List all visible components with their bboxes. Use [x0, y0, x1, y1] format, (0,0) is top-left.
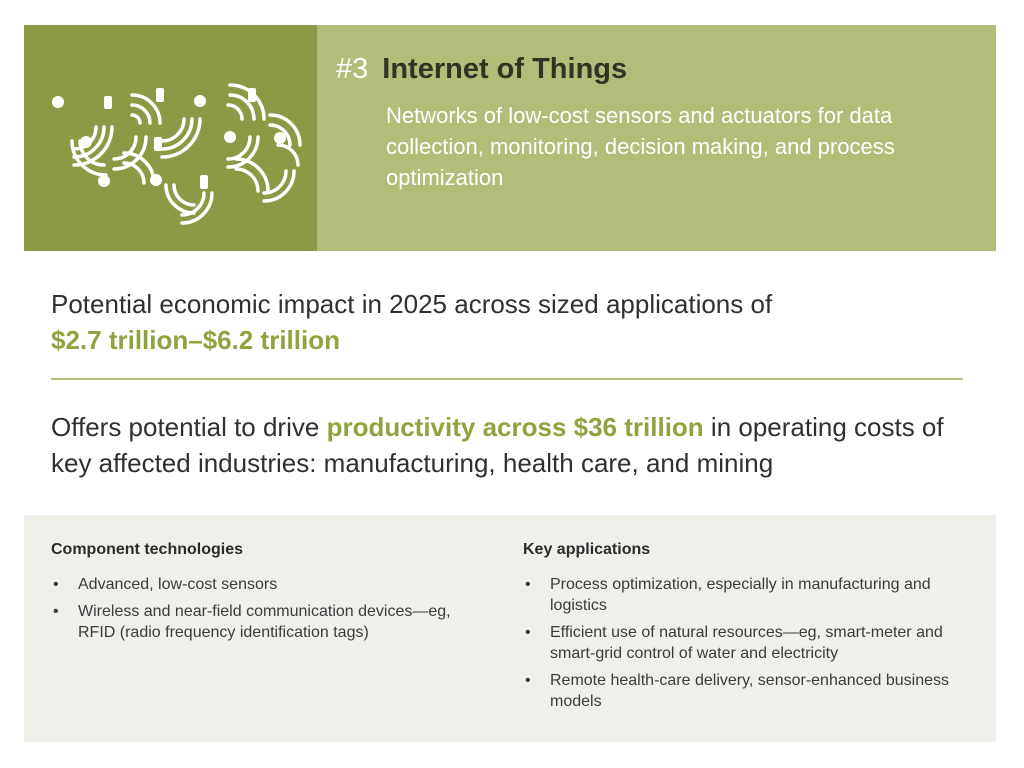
page-subtitle: Networks of low-cost sensors and actuators for data collection, monitoring, decision making, and process optimization: [386, 103, 895, 190]
key-applications-list: [523, 574, 973, 712]
list-item: • Wireless and near-field communication devices—eg, RFID (radio frequency identification tags): [51, 601, 491, 643]
header-banner: [24, 25, 996, 251]
page-title: Internet of Things: [382, 53, 628, 85]
list-item: • Remote health-care delivery, sensor-enhanced business models: [523, 670, 973, 712]
economic-impact: [51, 286, 971, 358]
offers-statement: [51, 409, 991, 481]
list-item: • Process optimization, especially in manufacturing and logistics: [523, 574, 973, 616]
offers-after: in operating costs of key affected industries: manufacturing, health care, and mining: [51, 412, 944, 478]
component-technologies-list: [51, 574, 491, 643]
header-text: [336, 53, 976, 193]
key-applications-heading: Key applications: [523, 541, 651, 558]
title-line: [336, 53, 976, 86]
section-number: #3: [336, 53, 369, 85]
list-item: • Efficient use of natural resources—eg, smart-meter and smart-grid control of water and electricity: [523, 622, 973, 664]
sensor-network-icon: [24, 25, 317, 251]
icon-panel: [24, 25, 317, 251]
component-technologies-column: [51, 541, 491, 649]
divider: [51, 378, 963, 380]
list-item: • Advanced, low-cost sensors: [51, 574, 491, 595]
impact-value: $2.7 trillion–$6.2 trillion: [51, 325, 340, 355]
key-applications-column: [523, 541, 973, 718]
details-panel: [24, 515, 996, 742]
component-technologies-heading: Component technologies: [51, 541, 243, 558]
offers-before: Offers potential to drive: [51, 412, 327, 442]
offers-highlight: productivity across $36 trillion: [326, 412, 704, 442]
impact-lead: Potential economic impact in 2025 across sized applications of: [51, 289, 773, 319]
